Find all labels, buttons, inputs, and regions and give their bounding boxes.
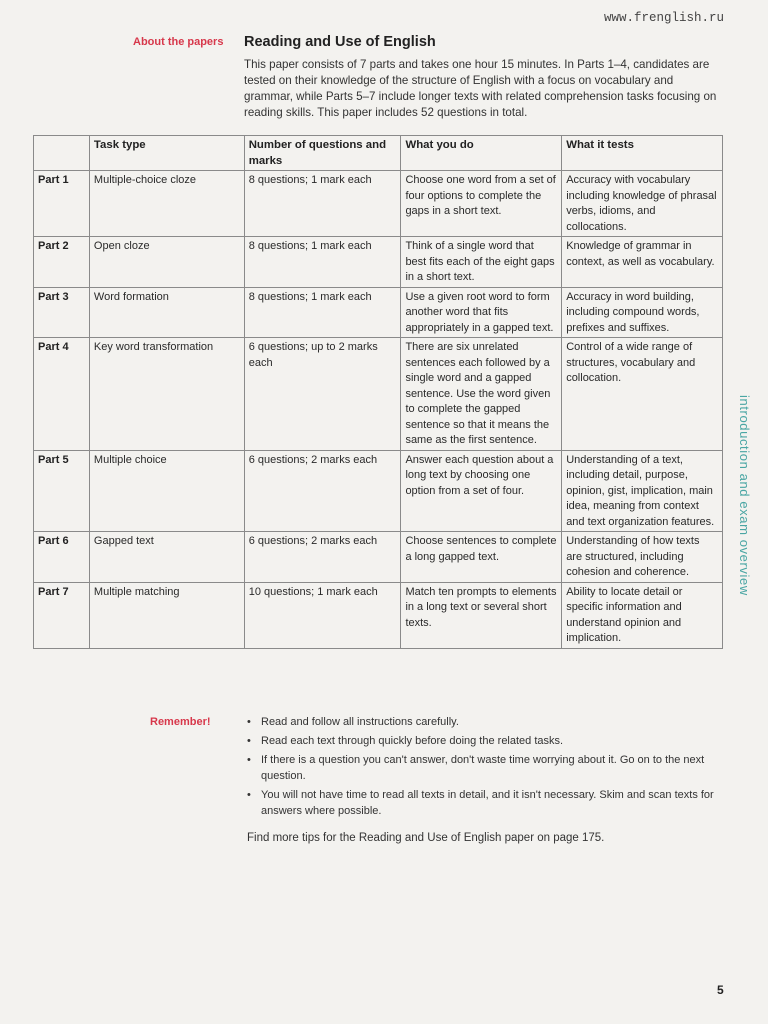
what-you-do-cell: Choose one word from a set of four options to complete the gaps in a short text.: [401, 171, 562, 237]
table-row: [34, 338, 723, 451]
table-row: [34, 582, 723, 648]
task-type-cell: Multiple choice: [89, 450, 244, 532]
header-cell: Task type: [89, 136, 244, 171]
section-label: About the papers: [133, 36, 224, 48]
what-you-do-cell: There are six unrelated sentences each followed by a single word and a gapped sentence. Use the word given to complete the gapped sentence so that it means the same as the first sentence.: [401, 338, 562, 451]
what-it-tests-cell: Understanding of how texts are structured, including cohesion and coherence.: [562, 532, 723, 583]
part-cell: Part 1: [34, 171, 90, 237]
task-type-cell: Multiple matching: [89, 582, 244, 648]
part-cell: Part 4: [34, 338, 90, 451]
what-you-do-cell: Choose sentences to complete a long gapped text.: [401, 532, 562, 583]
task-type-cell: Word formation: [89, 287, 244, 338]
questions-cell: 8 questions; 1 mark each: [244, 287, 401, 338]
what-you-do-cell: Match ten prompts to elements in a long text or several short texts.: [401, 582, 562, 648]
bullet-icon: •: [247, 735, 251, 747]
bullet-icon: •: [247, 716, 251, 728]
more-tips-note: Find more tips for the Reading and Use of English paper on page 175.: [247, 832, 605, 844]
what-it-tests-cell: Control of a wide range of structures, vocabulary and collocation.: [562, 338, 723, 451]
table-row: [34, 171, 723, 237]
questions-cell: 8 questions; 1 mark each: [244, 237, 401, 288]
what-you-do-cell: Use a given root word to form another word that fits appropriately in a gapped text.: [401, 287, 562, 338]
questions-cell: 6 questions; up to 2 marks each: [244, 338, 401, 451]
header-cell: Number of questions and marks: [244, 136, 401, 171]
list-item: [247, 752, 727, 784]
header-cell: What it tests: [562, 136, 723, 171]
table-row: [34, 237, 723, 288]
task-type-cell: Open cloze: [89, 237, 244, 288]
part-cell: Part 6: [34, 532, 90, 583]
paper-title: Reading and Use of English: [244, 34, 436, 50]
table-row: [34, 450, 723, 532]
list-item: [247, 733, 727, 749]
tip-text: Read and follow all instructions carefully.: [261, 716, 459, 728]
tips-list: [247, 714, 727, 822]
what-it-tests-cell: Understanding of a text, including detail, purpose, opinion, gist, implication, main idea, meaning from context and text organization features.: [562, 450, 723, 532]
bullet-icon: •: [247, 789, 251, 801]
header-cell: What you do: [401, 136, 562, 171]
questions-cell: 6 questions; 2 marks each: [244, 450, 401, 532]
bullet-icon: •: [247, 754, 251, 766]
what-it-tests-cell: Accuracy with vocabulary including knowledge of phrasal verbs, idioms, and collocations.: [562, 171, 723, 237]
task-type-cell: Gapped text: [89, 532, 244, 583]
table-header-row: [34, 136, 723, 171]
part-cell: Part 7: [34, 582, 90, 648]
part-cell: Part 3: [34, 287, 90, 338]
tip-text: You will not have time to read all texts in detail, and it isn't necessary. Skim and scan texts for answers where possible.: [261, 789, 714, 817]
table-row: [34, 287, 723, 338]
tip-text: If there is a question you can't answer, don't waste time worrying about it. Go on to the next question.: [261, 754, 705, 782]
tip-text: Read each text through quickly before doing the related tasks.: [261, 735, 564, 747]
task-type-cell: Multiple-choice cloze: [89, 171, 244, 237]
what-it-tests-cell: Ability to locate detail or specific information and understand opinion and implication.: [562, 582, 723, 648]
what-it-tests-cell: Accuracy in word building, including compound words, prefixes and suffixes.: [562, 287, 723, 338]
task-table: [33, 135, 723, 649]
questions-cell: 10 questions; 1 mark each: [244, 582, 401, 648]
page-number: 5: [717, 983, 724, 997]
intro-paragraph: This paper consists of 7 parts and takes one hour 15 minutes. In Parts 1–4, candidates are tested on their knowledge of the structure of English with a focus on vocabulary and grammar, while Parts 5–7 include longer texts with related comprehension tasks focusing on reading skills. This paper includes 52 questions in total.: [244, 58, 717, 119]
part-cell: Part 5: [34, 450, 90, 532]
remember-label: Remember!: [150, 716, 211, 728]
site-url: www.frenglish.ru: [603, 11, 724, 25]
what-it-tests-cell: Knowledge of grammar in context, as well as vocabulary.: [562, 237, 723, 288]
side-tab: introduction and exam overview: [737, 395, 752, 596]
what-you-do-cell: Answer each question about a long text by choosing one option from a set of four.: [401, 450, 562, 532]
list-item: [247, 787, 727, 819]
questions-cell: 8 questions; 1 mark each: [244, 171, 401, 237]
questions-cell: 6 questions; 2 marks each: [244, 532, 401, 583]
what-you-do-cell: Think of a single word that best fits each of the eight gaps in a short text.: [401, 237, 562, 288]
table-row: [34, 532, 723, 583]
header-cell: [34, 136, 90, 171]
task-type-cell: Key word transformation: [89, 338, 244, 451]
list-item: [247, 714, 727, 730]
part-cell: Part 2: [34, 237, 90, 288]
